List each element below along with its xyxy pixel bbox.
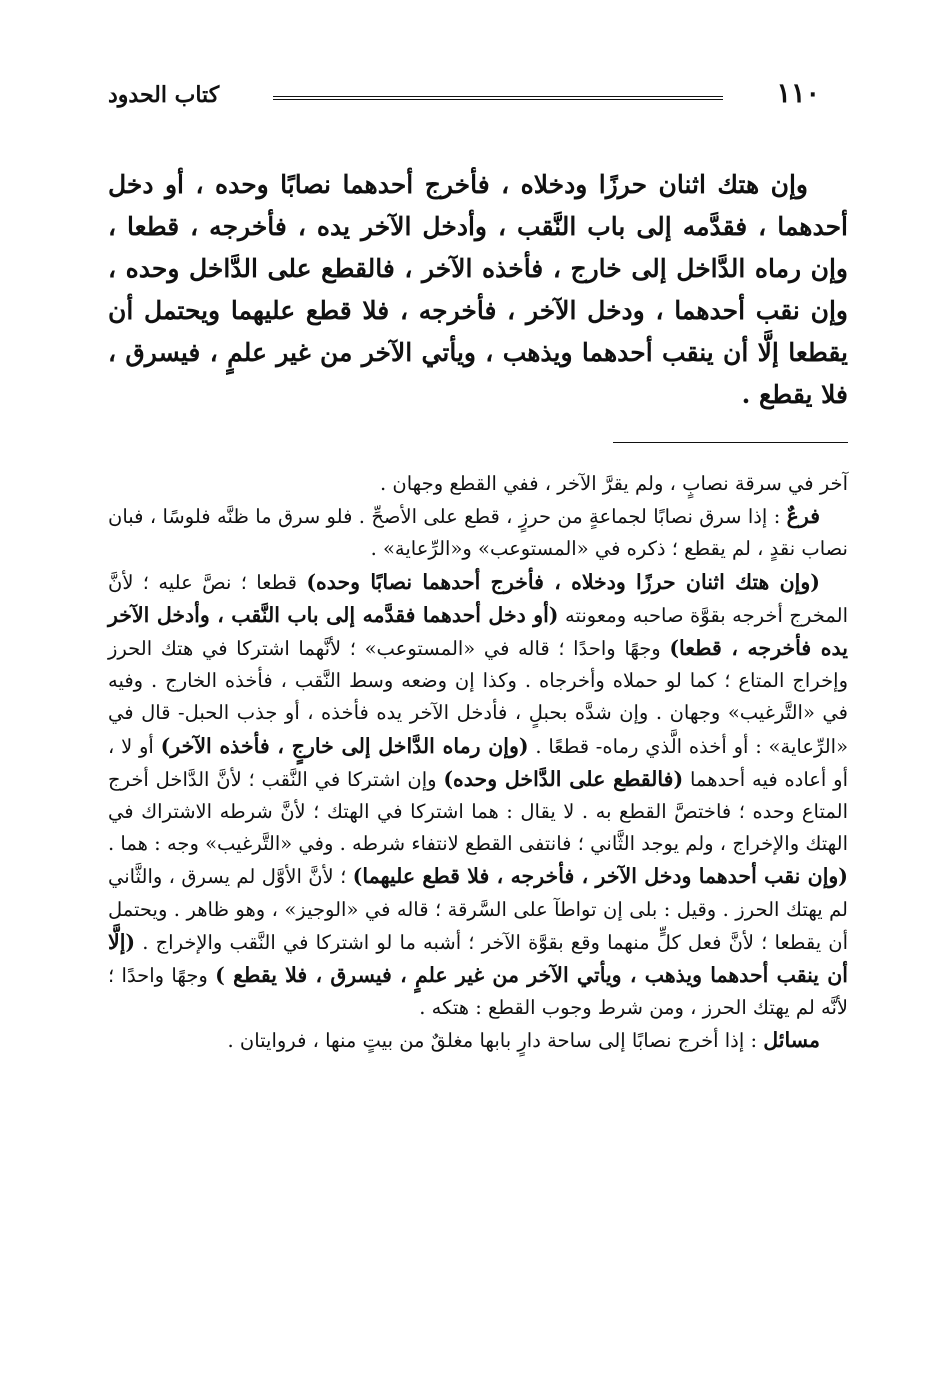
running-title: كتاب الحدود bbox=[108, 82, 220, 108]
main-text bbox=[108, 164, 848, 416]
commentary-paragraph: آخر في سرقة نصابٍ ، ولم يقرَّ الآخر ، ففي القطع وجهان . bbox=[380, 472, 848, 495]
section-label: مسائل bbox=[763, 1028, 820, 1053]
footnote-separator bbox=[613, 442, 848, 443]
commentary bbox=[108, 468, 848, 1058]
main-text-paragraph bbox=[108, 164, 848, 416]
commentary-paragraph: (وإن هتك اثنان حرزًا ودخلاه ، فأخرج أحدهما نصابًا وحده) قطعا ؛ نصَّ عليه ؛ لأنَّ المخرج أخرجه بقوَّة صاحبه ومعونته (أو دخل أحدهما فقدَّمه إلى باب النَّقب ، وأدخل الآخر يده فأخرجه ، قطعا) وجهًا واحدًا ؛ قاله في «المستوعب» ؛ لأنَّهما اشتركا في هتك الحرز وإخراج المتاع ؛ كما لو حملاه وأخرجاه . وكذا إن وضعه وسط النَّقب ، فأخذه الخارج . وفيه في «التَّرغيب» وجهان . وإن شدَّه بحبلٍ ، فأدخل الآخر يده فأخذه ، أو جذب الحبل- قال في «الرِّعاية» : أو أخذه الَّذي رماه- قطعًا . (وإن رماه الدَّاخل إلى خارجٍ ، فأخذه الآخر) أو لا ، أو أعاده فيه أحدهما (فالقطع على الدَّاخل وحده) وإن اشتركا في النَّقب ؛ لأنَّ الدَّاخل أخرج المتاع وحده ؛ فاختصَّ القطع به . لا يقال : هما اشتركا في الهتك ؛ لأنَّ شرطه الاشتراك في الهتك والإخراج ، ولم يوجد الثَّاني ؛ فانتفى القطع لانتفاء شرطه . وفي «التَّرغيب» وجه : هما . (وإن نقب أحدهما ودخل الآخر ، فأخرجه ، فلا قطع عليهما) ؛ لأنَّ الأوَّل لم يسرق ، والثَّاني لم يهتك الحرز . وقيل : بلى إن تواطآ على السَّرقة ؛ قاله في «الوجيز» ، وهو ظاهر . ويحتمل أن يقطعا ؛ لأنَّ فعل كلٍّ منهما وقع بقوَّة الآخر ؛ أشبه ما لو اشتركا في النَّقب والإخراج . (إلَّا أن ينقب أحدهما ويذهب ، ويأتي الآخر من غير علمٍ ، فيسرق ، فلا يقطع ) وجهًا واحدًا ؛ لأنَّه لم يهتك الحرز ، ومن شرط وجوب القطع : هتكه . bbox=[108, 569, 848, 1020]
quoted-matn: (فالقطع على الدَّاخل وحده) bbox=[443, 766, 684, 791]
page-number: ١١٠ bbox=[776, 78, 820, 109]
quoted-matn: (وإن رماه الدَّاخل إلى خارجٍ ، فأخذه الآخر) bbox=[160, 733, 529, 758]
commentary-paragraph: فرعٌ : إذا سرق نصابًا لجماعةٍ من حرزٍ ، قطع على الأصحِّ . فلو سرق ما ظنَّه فلوسًا ، فبان نصاب نقدٍ ، لم يقطع ؛ ذكره في «المستوعب» و«الرِّعاية» . bbox=[108, 504, 848, 561]
quoted-matn: (وإن نقب أحدهما ودخل الآخر ، فأخرجه ، فلا قطع عليهما) bbox=[352, 864, 848, 889]
quoted-matn: (أو دخل أحدهما فقدَّمه إلى باب النَّقب ، وأدخل الآخر يده فأخرجه ، قطعا) bbox=[108, 602, 848, 661]
header-rule bbox=[273, 96, 723, 100]
commentary-paragraph: مسائل : إذا أخرج نصابًا إلى ساحة دارٍ بابها مغلقٌ من بيتٍ منها ، فروايتان . bbox=[227, 1028, 820, 1053]
page-header bbox=[108, 78, 820, 118]
quoted-matn: (إلَّا أن ينقب أحدهما ويذهب ، ويأتي الآخر من غير علمٍ ، فيسرق ، فلا يقطع ) bbox=[108, 929, 848, 988]
section-label: فرعٌ bbox=[786, 504, 820, 529]
main-text-body: وإن هتك اثنان حرزًا ودخلاه ، فأخرج أحدهما نصابًا وحده ، أو دخل أحدهما ، فقدَّمه إلى باب النَّقب ، وأدخل الآخر يده ، فأخرجه ، قطعا ، وإن رماه الدَّاخل إلى خارج ، فأخذه الآخر ، فالقطع على الدَّاخل وحده ، وإن نقب أحدهما ، ودخل الآخر ، فأخرجه ، فلا قطع عليهما ويحتمل أن يقطعا إلَّا أن ينقب أحدهما ويذهب ، ويأتي الآخر من غير علمٍ ، فيسرق ، فلا يقطع . bbox=[108, 170, 848, 409]
quoted-matn: (وإن هتك اثنان حرزًا ودخلاه ، فأخرج أحدهما نصابًا وحده) bbox=[306, 569, 820, 594]
